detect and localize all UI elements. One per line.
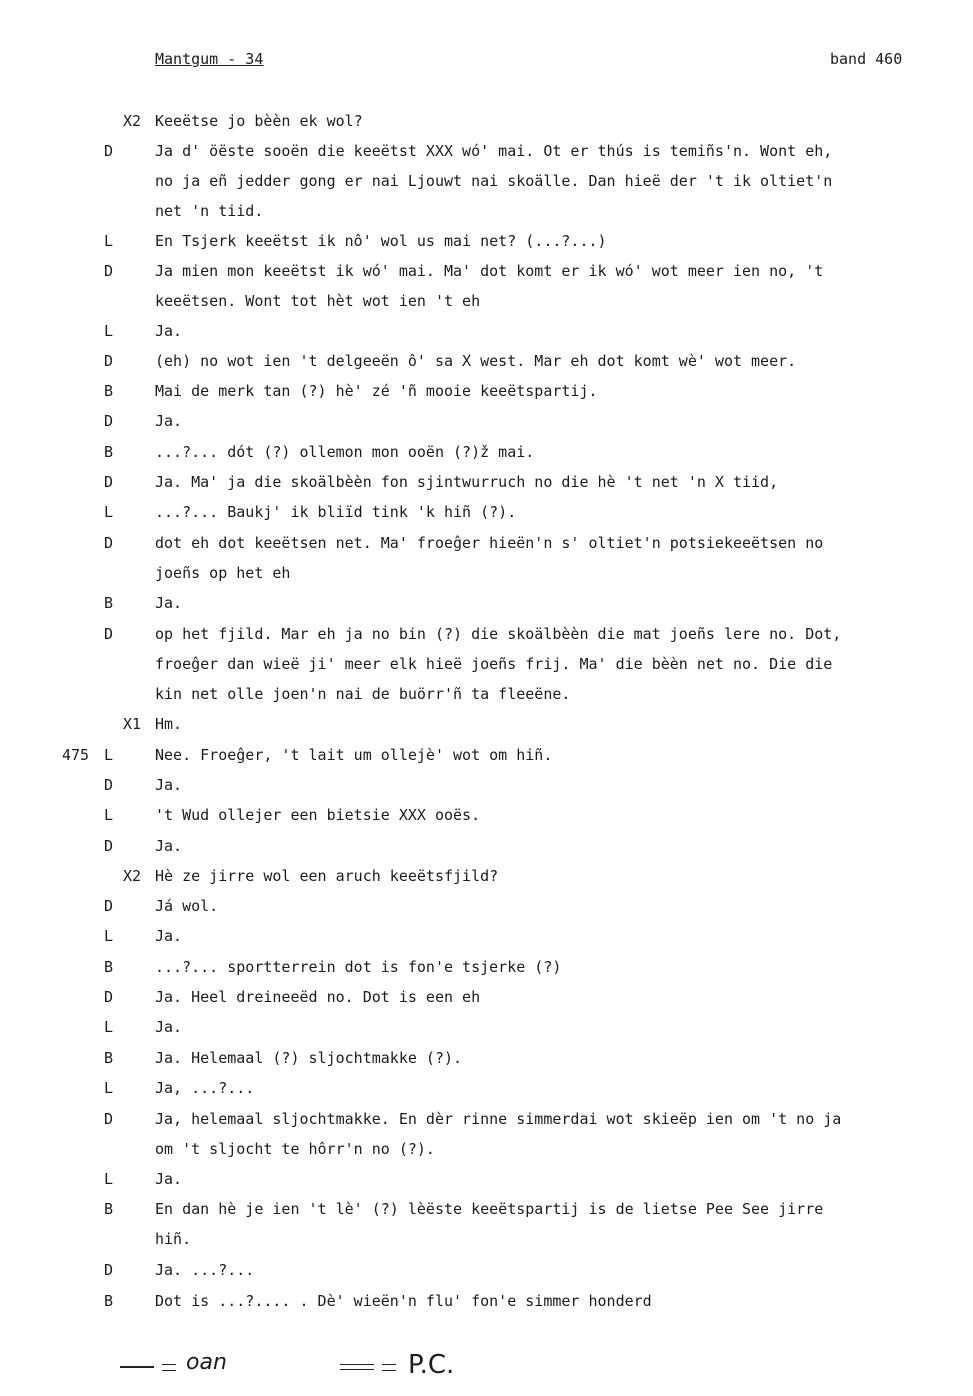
speaker-code: L [104,1018,114,1036]
speaker-code: D [104,837,114,855]
speaker-code: L [104,1170,114,1188]
transcript-line [0,1261,973,1283]
transcript-line [0,1230,973,1252]
speaker-code: L [104,746,114,764]
speaker-code: B [104,958,114,976]
transcript-line [0,503,973,525]
legend-double-label: P.C. [408,1350,455,1380]
speaker-code: D [104,625,114,643]
speaker-code: B [104,1049,114,1067]
transcript-line [0,1110,973,1132]
speaker-code: L [104,322,114,340]
transcript-line [0,534,973,556]
transcript-line [0,443,973,465]
speaker-code: D [104,897,114,915]
speaker-code: D [104,988,114,1006]
speaker-code: L [104,1079,114,1097]
utterance-text: dot eh dot keeëtsen net. Ma' froeĝer hieën'n s' oltiet'n potsiekeeëtsen no [155,534,824,552]
speaker-code: L [104,503,114,521]
utterance-text: Nee. Froeĝer, 't lait um ollejè' wot om hiñ. [155,746,553,764]
speaker-code: B [104,443,114,461]
transcript-line [0,837,973,859]
utterance-text: Hm. [155,715,183,733]
utterance-text: 't Wud ollejer een bietsie XXX ooës. [155,806,481,824]
speaker-code: B [104,382,114,400]
transcript-line [0,202,973,224]
speaker-code: X1 [123,715,142,733]
transcript-line [0,1049,973,1071]
line-number: 475 [62,746,90,764]
utterance-text: Dot is ...?.... . Dè' wieën'n flu' fon'e simmer honderd [155,1292,652,1310]
transcript-line [0,776,973,798]
utterance-text: Ja d' öëste sooën die keeëtst XXX wó' mai. Ot er thús is temiñs'n. Wont eh, [155,142,833,160]
header-place: Mantgum - 34 [155,50,264,68]
speaker-code: D [104,262,114,280]
transcript-line [0,1079,973,1101]
transcript-line [0,112,973,134]
utterance-text: En Tsjerk keeëtst ik nô' wol us mai net? (...?...) [155,232,607,250]
speaker-code: B [104,594,114,612]
utterance-text: Mai de merk tan (?) hè' zé 'ñ mooie keeëtspartij. [155,382,598,400]
legend-single-label: oan [186,1350,227,1375]
utterance-text: keeëtsen. Wont tot hèt wot ien 't eh [155,292,481,310]
transcript-line [0,806,973,828]
utterance-text: Ja. [155,1018,183,1036]
utterance-text: ...?... sportterrein dot is fon'e tsjerke (?) [155,958,562,976]
utterance-text: froeĝer dan wieë ji' meer elk hieë joeñs frij. Ma' die bèèn net no. Die die [155,655,833,673]
transcript-line [0,988,973,1010]
transcript-line [0,1170,973,1192]
transcript-line [0,1018,973,1040]
transcript-line [0,897,973,919]
utterance-text: om 't sljocht te hôrr'n no (?). [155,1140,435,1158]
utterance-text: Ja, helemaal sljochtmakke. En dèr rinne simmerdai wot skieëp ien om 't no ja [155,1110,842,1128]
speaker-code: D [104,473,114,491]
utterance-text: hiñ. [155,1230,192,1248]
transcript-line [0,382,973,404]
utterance-text: Ja. [155,412,183,430]
utterance-text: Ja. [155,776,183,794]
utterance-text: Ja. Helemaal (?) sljochtmakke (?). [155,1049,463,1067]
transcript-line [0,322,973,344]
utterance-text: ...?... Baukj' ik bliïd tink 'k hiñ (?). [155,503,517,521]
utterance-text: Ja. [155,1170,183,1188]
utterance-text: Ja. ...?... [155,1261,255,1279]
single-rule-mark [120,1350,184,1380]
utterance-text: net 'n tiid. [155,202,264,220]
utterance-text: kin net olle joen'n nai de buörr'ñ ta fleeëne. [155,685,571,703]
utterance-text: En dan hè je ien 't lè' (?) lèëste keeëtspartij is de lietse Pee See jirre [155,1200,824,1218]
speaker-code: X2 [123,867,142,885]
utterance-text: Ja. [155,594,183,612]
transcript-line [0,594,973,616]
speaker-code: D [104,412,114,430]
utterance-text: Ja. [155,322,183,340]
transcript-line [0,655,973,677]
speaker-code: B [104,1292,114,1310]
speaker-code: D [104,534,114,552]
transcript-line [0,746,973,768]
transcript-line [0,142,973,164]
double-rule-mark [340,1350,404,1380]
utterance-text: Ja. Ma' ja die skoälbèèn fon sjintwurruch no die hè 't net 'n X tiid, [155,473,779,491]
transcript-line [0,867,973,889]
transcript-line [0,1200,973,1222]
transcript-line [0,292,973,314]
utterance-text: joeñs op het eh [155,564,291,582]
utterance-text: Ja, ...?... [155,1079,255,1097]
transcript-line [0,715,973,737]
speaker-code: B [104,1200,114,1218]
speaker-code: D [104,1261,114,1279]
transcript-line [0,927,973,949]
transcript-line [0,232,973,254]
transcript-line [0,958,973,980]
transcript-line [0,685,973,707]
speaker-code: L [104,806,114,824]
utterance-text: Já wol. [155,897,219,915]
speaker-code: D [104,352,114,370]
transcript-line [0,262,973,284]
speaker-code: L [104,927,114,945]
transcript-line [0,1292,973,1314]
utterance-text: Hè ze jirre wol een aruch keeëtsfjild? [155,867,499,885]
utterance-text: Ja. [155,837,183,855]
underline-legend [0,1350,973,1390]
utterance-text: Ja. [155,927,183,945]
header-band: band 460 [830,50,903,68]
transcript-line [0,625,973,647]
transcript-line [0,1140,973,1162]
speaker-code: D [104,776,114,794]
utterance-text: Keeëtse jo bèèn ek wol? [155,112,363,130]
utterance-text: no ja eñ jedder gong er nai Ljouwt nai skoälle. Dan hieë der 't ik oltiet'n [155,172,833,190]
utterance-text: ...?... dót (?) ollemon mon ooën (?)ž mai. [155,443,535,461]
transcript-line [0,412,973,434]
speaker-code: L [104,232,114,250]
transcript-line [0,473,973,495]
utterance-text: (eh) no wot ien 't delgeeën ô' sa X west. Mar eh dot komt wè' wot meer. [155,352,797,370]
transcript-line [0,564,973,586]
transcript-line [0,352,973,374]
utterance-text: Ja mien mon keeëtst ik wó' mai. Ma' dot komt er ik wó' wot meer ien no, 't [155,262,824,280]
utterance-text: op het fjild. Mar eh ja no bin (?) die skoälbèèn die mat joeñs lere no. Dot, [155,625,842,643]
speaker-code: D [104,142,114,160]
utterance-text: Ja. Heel dreineeëd no. Dot is een eh [155,988,481,1006]
transcript-line [0,172,973,194]
speaker-code: D [104,1110,114,1128]
speaker-code: X2 [123,112,142,130]
